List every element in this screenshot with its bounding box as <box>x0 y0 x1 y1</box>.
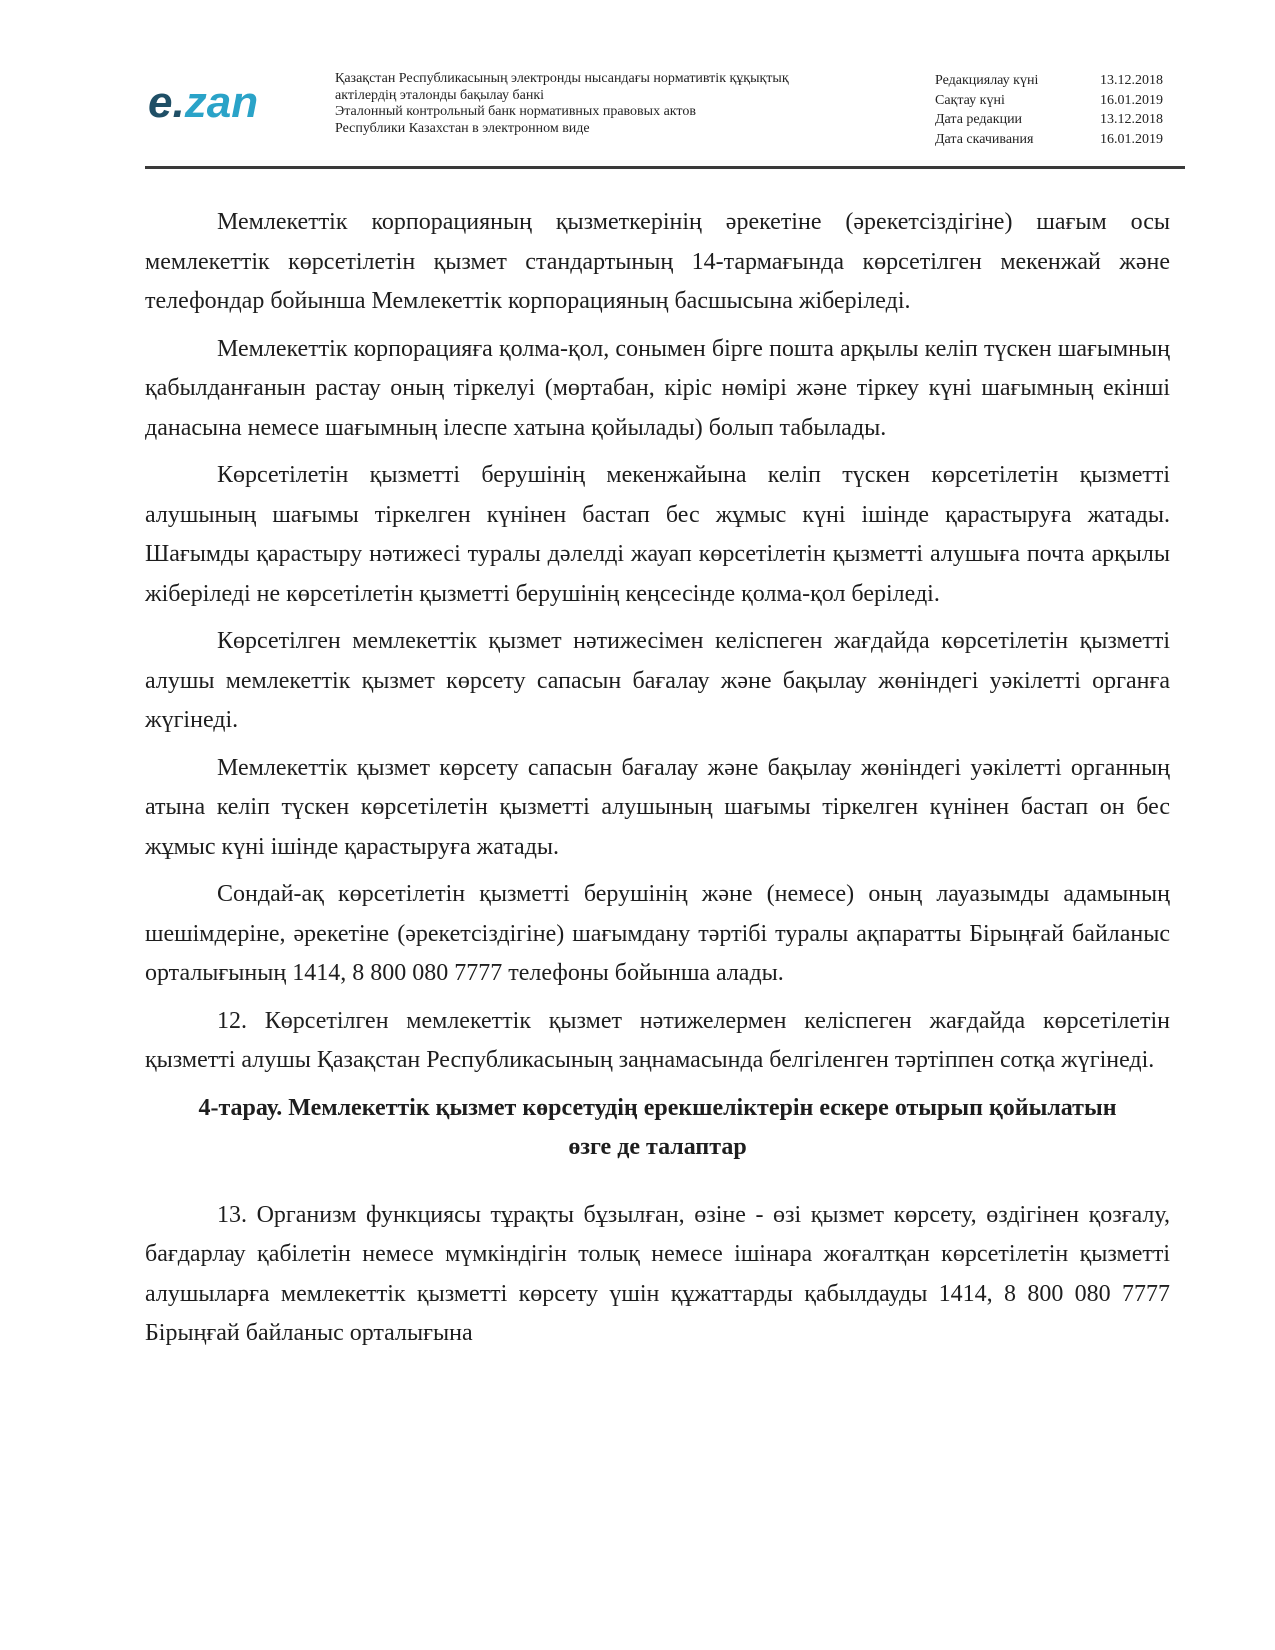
meta-row-edit-date-ru <box>935 110 1185 130</box>
paragraph: Көрсетілетін қызметті берушінің мекенжайына келіп түскен көрсетілетін қызметті алушының шағымы тіркелген күнінен бастап бес жұмыс күні ішінде қарастыруға жатады. Шағымды қарастыру нәтижесі туралы дәлелді жауап көрсетілетін қызметті алушыға почта арқылы жіберіледі не көрсетілетін қызметті берушінің кеңсесінде қолма-қол беріледі. <box>145 462 1170 607</box>
header-description <box>335 71 895 137</box>
meta-label: Дата скачивания <box>935 131 1034 147</box>
meta-label: Редакциялау күні <box>935 73 1039 88</box>
meta-label: Сақтау күні <box>935 92 1005 108</box>
meta-value: 13.12.2018 <box>1100 112 1163 127</box>
header-description-line: актілердің эталонды бақылау банкі <box>335 87 545 103</box>
document-header <box>145 62 1185 169</box>
paragraph: Мемлекеттік корпорацияның қызметкерінің әрекетіне (әрекетсіздігіне) шағым осы мемлекеттік көрсетілетін қызмет стандартының 14-тармағында көрсетілген мекенжай және телефондар бойынша Мемлекеттік корпорацияның басшысына жіберіледі. <box>145 209 1170 314</box>
logo-letter-e: e <box>148 78 173 127</box>
header-description-line: Республики Казахстан в электронном виде <box>335 120 590 136</box>
header-description-line: Эталонный контрольный банк нормативных правовых актов <box>335 104 696 119</box>
chapter-heading: 4-тарау. Мемлекеттік қызмет көрсетудің ерекшеліктерін ескере отырып қойылатын өзге де талаптар <box>198 1094 1117 1160</box>
meta-value: 16.01.2019 <box>1100 131 1163 147</box>
paragraph: Мемлекеттік корпорацияға қолма-қол, сонымен бірге пошта арқылы келіп түскен шағымның қабылданғанын растау оның тіркелуі (мөртабан, кіріс нөмірі және тіркеу күні шағымның екінші данасына немесе шағымның ілеспе хатына қойылады) болып табылады. <box>145 335 1170 441</box>
paragraph-13: 13. Организм функциясы тұрақты бұзылған, өзіне - өзі қызмет көрсету, өздігінен қозғалу, бағдарлау қабілетін немесе мүмкіндігін толық немесе ішінара жоғалтқан көрсетілетін қызметті алушыларға мемлекеттік қызметті көрсету үшін құжаттарды қабылдауды 1414, 8 800 080 7777 Бірыңғай байланыс орталығына <box>145 1201 1170 1346</box>
ezan-logo <box>148 78 258 128</box>
paragraph: Мемлекеттік қызмет көрсету сапасын бағалау және бақылау жөніндегі уәкілетті органның атына келіп түскен көрсетілетін қызметті алушының шағымы тіркелген күнінен бастап он бес жұмыс күні ішінде қарастыруға жатады. <box>145 754 1170 860</box>
document-body <box>145 203 1170 1362</box>
meta-row-save-date-kk <box>935 91 1185 111</box>
header-description-line: Қазақстан Республикасының электронды нысандағы нормативтік құқықтық <box>335 71 789 86</box>
meta-row-download-date-ru <box>935 130 1185 150</box>
paragraph: Сондай-ақ көрсетілетін қызметті берушінің және (немесе) оның лауазымды адамының шешімдеріне, әрекетіне (әрекетсіздігіне) шағымдану тәртібі туралы ақпаратты Бірыңғай байланыс орталығының 1414, 8 800 080 7777 телефоны бойынша алады. <box>145 881 1170 986</box>
meta-value: 13.12.2018 <box>1100 73 1163 88</box>
paragraph-12: 12. Көрсетілген мемлекеттік қызмет нәтижелермен келіспеген жағдайда көрсетілетін қызметті алушы Қазақстан Республикасының заңнамасында белгіленген тәртіппен сотқа жүгінеді. <box>145 1007 1170 1073</box>
paragraph: Көрсетілген мемлекеттік қызмет нәтижесімен келіспеген жағдайда көрсетілетін қызметті алушы мемлекеттік қызмет көрсету сапасын бағалау және бақылау жөніндегі уәкілетті органға жүгінеді. <box>145 628 1170 733</box>
logo-dot: . <box>172 78 185 127</box>
meta-value: 16.01.2019 <box>1100 92 1163 108</box>
logo-text-zan: zan <box>184 78 259 127</box>
meta-label: Дата редакции <box>935 112 1023 127</box>
header-meta <box>935 71 1185 149</box>
meta-row-edit-date-kk <box>935 71 1185 91</box>
